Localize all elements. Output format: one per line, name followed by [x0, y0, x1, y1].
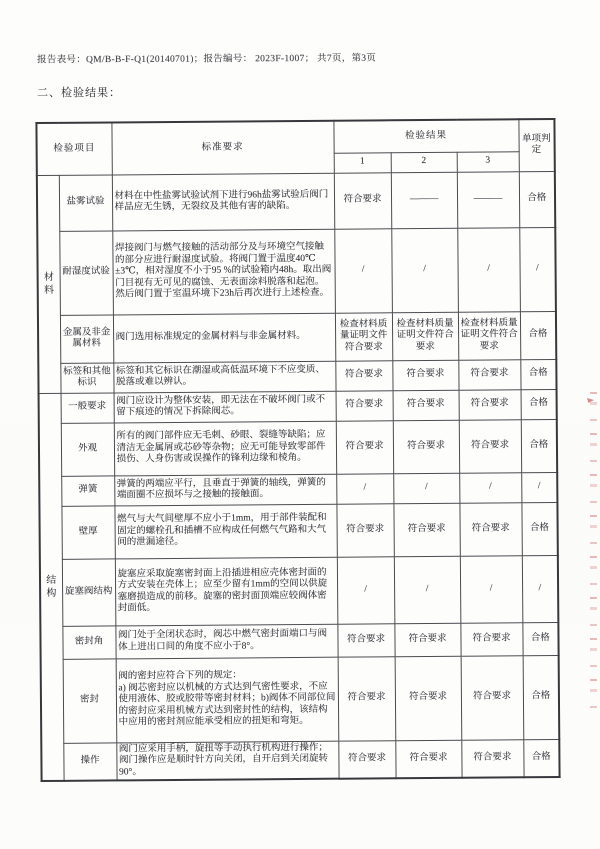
- judgement-cell: /: [519, 227, 556, 311]
- result-3-cell: 符合要求: [459, 389, 521, 419]
- table-row: [38, 311, 556, 363]
- table-row: [39, 389, 557, 423]
- judgement-cell: 合格: [519, 171, 555, 227]
- group-label: 材料: [43, 271, 55, 296]
- result-1-cell: 符合要求: [336, 420, 393, 473]
- header-result-col-2: 2: [391, 152, 457, 173]
- result-1-cell: 符合要求: [338, 740, 395, 778]
- item-cell: 弹簧: [61, 475, 114, 505]
- table-row: [39, 472, 557, 506]
- item-cell: 一般要求: [61, 392, 114, 422]
- result-1-cell: 检查材料质量证明文件符合要求: [335, 312, 392, 360]
- header-inspection-results: 检验结果: [333, 119, 518, 152]
- table-row: [38, 359, 556, 393]
- item-cell: 旋塞阀结构: [62, 558, 116, 625]
- table-row: [37, 227, 556, 315]
- report-meta-line: 报告表号：QM/B-B-F-Q1(20140701)；报告编号： 2023F-1007； 共7页，第3页: [36, 53, 377, 66]
- table-row: [40, 622, 558, 659]
- item-cell: 金属及非金属材料: [60, 314, 113, 362]
- result-2-cell: ———: [391, 172, 457, 229]
- header-inspection-item: 检验项目: [36, 122, 111, 175]
- inspection-results-table: [35, 118, 560, 782]
- result-2-cell: 符合要求: [395, 656, 462, 741]
- group-cell-material: [37, 175, 61, 393]
- standard-cell: 焊接阀门与燃气接触的活动部分及与环境空气接触的部分应进行耐湿度试验。将阀门置于温度40℃±3℃，相对湿度不小于95 %的试验箱内48h。取出阀门目视有无可见的腐蚀、无表面涂料脱落和起泡。然后阀门置于室温环境下23h后再次进行上述检查。: [112, 229, 335, 315]
- table-row: [39, 502, 557, 559]
- standard-cell: 阀门应设计为整体安装，即无法在不破坏阀门或不留下痕迹的情况下拆除阀芯。: [114, 391, 336, 423]
- red-margin-stamp-marks: [590, 392, 597, 710]
- result-2-cell: 符合要求: [392, 360, 458, 391]
- result-2-cell: 符合要求: [395, 740, 461, 779]
- table-row: [39, 419, 557, 476]
- section-title: 二、检验结果：: [37, 87, 121, 99]
- result-3-cell: /: [459, 472, 521, 502]
- result-3-cell: ———: [457, 171, 519, 227]
- item-cell: 盐雾试验: [59, 174, 112, 230]
- result-1-cell: 符合要求: [336, 390, 393, 420]
- standard-cell: 阀门应采用手柄，旋扭等手动执行机构进行操作；阀门操作应是顺时针方向关闭，自开启到关闭旋转90°。: [116, 741, 338, 781]
- table-row: [37, 171, 555, 231]
- result-3-cell: /: [457, 227, 520, 311]
- header-standard-requirement: 标准要求: [111, 121, 333, 175]
- result-1-cell: /: [337, 556, 395, 623]
- item-cell: 壁厚: [61, 505, 114, 558]
- judgement-cell: 合格: [523, 739, 559, 777]
- result-2-cell: /: [394, 556, 461, 624]
- result-3-cell: 符合要求: [459, 419, 521, 472]
- item-cell: 耐湿度试验: [59, 230, 113, 314]
- standard-cell: 阀门选用标准规定的金属材料与非金属材料。: [113, 313, 335, 363]
- table-row: [41, 655, 560, 743]
- item-cell: 标签和其他标识: [60, 362, 113, 392]
- header-result-col-3: 3: [457, 151, 519, 171]
- result-1-cell: 符合要求: [336, 503, 393, 556]
- standard-cell: 旋塞应采取旋塞密封面上沿插进相应壳体密封面的方式安装在壳体上；应至少留有1mm的空间以供旋塞磨损造成的前移。旋塞的密封面顶端应较阀体密封面低。: [115, 557, 338, 626]
- result-2-cell: /: [391, 228, 458, 313]
- result-3-cell: 符合要求: [461, 655, 524, 739]
- result-1-cell: /: [336, 473, 393, 503]
- judgement-cell: 合格: [521, 419, 557, 472]
- result-3-cell: 符合要求: [459, 502, 521, 555]
- standard-cell: 所有的阀门部件应无毛刺、砂眼、裂缝等缺陷；应清洁无金属屑或芯砂等杂物；应无可能导致零部件损伤、人身伤害或误操作的锋利边缘和棱角。: [114, 421, 336, 476]
- group-label: 结构: [46, 574, 57, 599]
- result-2-cell: 符合要求: [393, 390, 459, 421]
- judgement-cell: 合格: [523, 655, 560, 739]
- result-2-cell: 符合要求: [393, 420, 459, 474]
- judgement-cell: 合格: [521, 389, 557, 419]
- table-row: [40, 555, 559, 626]
- header-result-col-1: 1: [334, 152, 391, 172]
- judgement-cell: 合格: [522, 622, 558, 655]
- table-row: [41, 739, 559, 781]
- judgement-cell: /: [521, 472, 557, 502]
- result-3-cell: 符合要求: [461, 739, 523, 777]
- result-2-cell: /: [393, 473, 459, 504]
- judgement-cell: 合格: [521, 502, 557, 555]
- judgement-cell: 合格: [520, 359, 556, 389]
- standard-cell: 阀的密封应符合下列的规定： a) 阀芯密封应以机械的方式达到气密性要求，不应使用液体、胶或胶带等密封材料；b)阀体不同部位间的密封应采用机械方式达到密封性的结构，该结构中应用的密封剂应能承受相应的扭矩和弯矩。: [116, 657, 339, 743]
- standard-cell: 标签和其它标识在潮湿或高低温环境下不应变质、脱落或难以辨认。: [113, 361, 335, 393]
- result-3-cell: 符合要求: [460, 622, 522, 655]
- result-1-cell: 符合要求: [338, 656, 396, 740]
- result-3-cell: /: [460, 555, 523, 622]
- standard-cell: 阀门处于全闭状态时，阀芯中燃气密封面端口与阀体上进出口间的角度不应小于8°。: [115, 624, 337, 659]
- result-2-cell: 检查材料质量证明文件符合要求: [392, 312, 458, 361]
- group-cell-structure: [39, 393, 64, 781]
- result-3-cell: 符合要求: [458, 359, 520, 389]
- judgement-cell: 合格: [520, 311, 556, 359]
- judgement-cell: /: [522, 555, 559, 622]
- result-3-cell: 检查材料质量证明文件符合要求: [458, 311, 520, 359]
- result-1-cell: 符合要求: [334, 172, 391, 228]
- header-item-judgement: 单项判定: [518, 119, 554, 171]
- result-1-cell: /: [334, 228, 392, 312]
- item-cell: 密封: [63, 658, 117, 742]
- red-margin-stamp-tip: [587, 398, 594, 403]
- result-2-cell: 符合要求: [393, 503, 459, 557]
- result-1-cell: 符合要求: [337, 623, 394, 656]
- result-1-cell: 符合要求: [335, 360, 392, 390]
- standard-cell: 材料在中性盐雾试验试剂下进行96h盐雾试验后阀门样品应无生锈，无裂纹及其他有害的缺陷。: [112, 173, 334, 231]
- item-cell: 密封角: [62, 625, 115, 658]
- standard-cell: 弹簧的两端应平行，且垂直于弹簧的轴线，弹簧的端面圈不应损坏与之接触的接触面。: [114, 474, 336, 506]
- standard-cell: 燃气与大气间壁厚不应小于1mm，用于部件装配和固定的螺栓孔和插槽不应构成任何燃气气路和大气间的泄漏途径。: [114, 504, 336, 559]
- item-cell: 操作: [63, 742, 116, 780]
- table-header-row: [36, 119, 554, 155]
- result-2-cell: 符合要求: [394, 623, 460, 657]
- item-cell: 外观: [61, 422, 114, 475]
